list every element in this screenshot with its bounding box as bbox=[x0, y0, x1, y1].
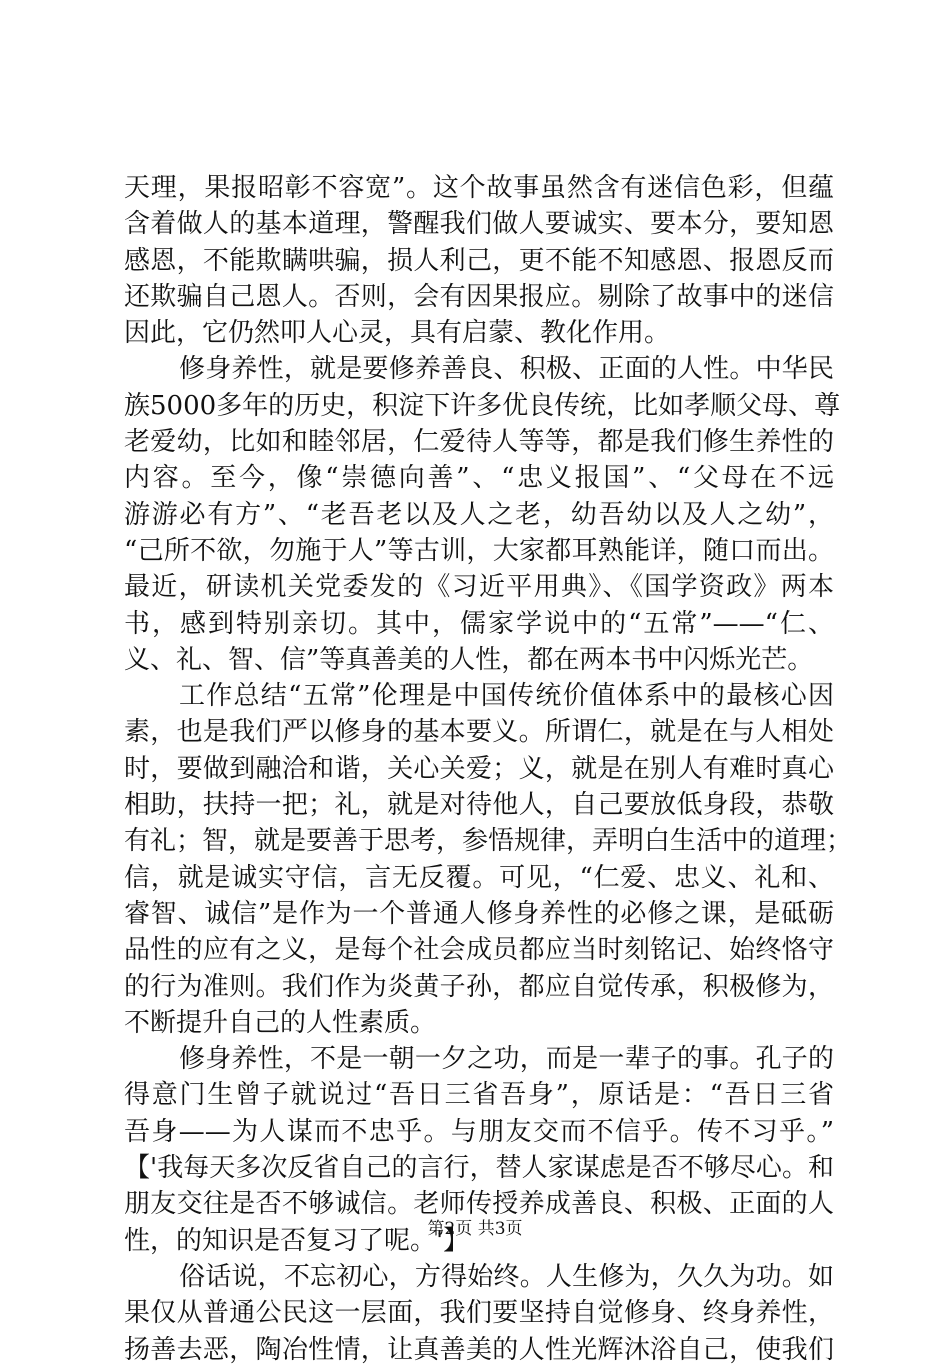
text-line: 不断提升自己的人性素质。 bbox=[124, 1007, 437, 1038]
text-line: 工作总结“五常”伦理是中国传统价值体系中的最核心因 bbox=[179, 681, 834, 712]
text-line: 扬善去恶，陶冶性情，让真善美的人性光辉沐浴自己，使我们 bbox=[124, 1334, 834, 1365]
text-line: 素，也是我们严以修身的基本要义。所谓仁，就是在与人相处 bbox=[124, 717, 834, 748]
text-line: 内容。至今，像“崇德向善”、“忠义报国”、“父母在不远 bbox=[124, 463, 834, 494]
text-line: 老爱幼，比如和睦邻居，仁爱待人等等，都是我们修生养性的 bbox=[124, 427, 834, 458]
text-line: 品性的应有之义，是每个社会成员都应当时刻铭记、始终恪守 bbox=[124, 935, 834, 966]
paragraph-2 bbox=[124, 351, 841, 678]
text-line: 最近，研读机关党委发的《习近平用典》、《国学资政》两本 bbox=[124, 572, 834, 603]
text-line: 俗话说，不忘初心，方得始终。人生修为，久久为功。如 bbox=[179, 1261, 834, 1292]
text-line: 天理，果报昭彰不容宽”。这个故事虽然含有迷信色彩，但蕴 bbox=[124, 173, 834, 203]
text-line: 吾身——为人谋而不忠乎。与朋友交而不信乎。传不习乎。” bbox=[124, 1116, 834, 1147]
text-line: 族5000多年的历史，积淀下许多优良传统，比如孝顺父母、尊 bbox=[124, 390, 841, 421]
text-line: “己所不欲，勿施于人”等古训，大家都耳熟能详，随口而出。 bbox=[124, 535, 834, 566]
text-line: 的行为准则。我们作为炎黄子孙，都应自觉传承，积极修为， bbox=[124, 971, 834, 1002]
text-line: 游游必有方”、“老吾老以及人之老，幼吾幼以及人之幼”， bbox=[124, 499, 834, 530]
text-line: 修身养性，就是要修养善良、积极、正面的人性。中华民 bbox=[179, 354, 834, 385]
page-footer bbox=[0, 1214, 950, 1239]
text-line: 含着做人的基本道理，警醒我们做人要诚实、要本分，要知恩 bbox=[124, 209, 834, 240]
text-line: 睿智、诚信”是作为一个普通人修身养性的必修之课，是砥砺 bbox=[124, 898, 834, 929]
text-line: 书，感到特别亲切。其中，儒家学说中的“五常”——“仁、 bbox=[124, 608, 834, 639]
text-line: 义、礼、智、信”等真善美的人性，都在两本书中闪烁光芒。 bbox=[124, 644, 814, 675]
text-line: 有礼；智，就是要善于思考，参悟规律，弄明白生活中的道理； bbox=[124, 826, 853, 857]
text-line: 性，的知识是否复习了呢。'】 bbox=[124, 1225, 470, 1256]
text-line: 相助，扶持一把；礼，就是对待他人，自己要放低身段，恭敬 bbox=[124, 790, 834, 821]
text-line: 果仅从普通公民这一层面，我们要坚持自觉修身、终身养性， bbox=[124, 1298, 834, 1329]
paragraph-3 bbox=[124, 678, 853, 1041]
text-line: 还欺骗自己恩人。否则，会有因果报应。剔除了故事中的迷信 bbox=[124, 281, 834, 312]
text-line: 修身养性，不是一朝一夕之功，而是一辈子的事。孔子的 bbox=[179, 1044, 834, 1075]
text-line: 时，要做到融洽和谐，关心关爱；义，就是在别人有难时真心 bbox=[124, 753, 834, 784]
text-line: 得意门生曾子就说过“吾日三省吾身”，原话是：“吾日三省 bbox=[124, 1080, 834, 1111]
text-line: 感恩，不能欺瞒哄骗，损人利己，更不能不知感恩、报恩反而 bbox=[124, 245, 834, 276]
text-line: 因此，它仍然叩人心灵，具有启蒙、教化作用。 bbox=[124, 318, 671, 349]
paragraph-5 bbox=[124, 1259, 834, 1368]
page-number-label: 第2页 共3页 bbox=[427, 1219, 523, 1239]
text-line: 信，就是诚实守信，言无反覆。可见，“仁爱、忠义、礼和、 bbox=[124, 862, 834, 893]
document-body bbox=[124, 170, 853, 1368]
text-line: 朋友交往是否不够诚信。老师传授养成善良、积极、正面的人 bbox=[124, 1189, 834, 1220]
text-line: 【'我每天多次反省自己的言行，替人家谋虑是否不够尽心。和 bbox=[124, 1153, 834, 1184]
paragraph-1 bbox=[124, 170, 834, 351]
